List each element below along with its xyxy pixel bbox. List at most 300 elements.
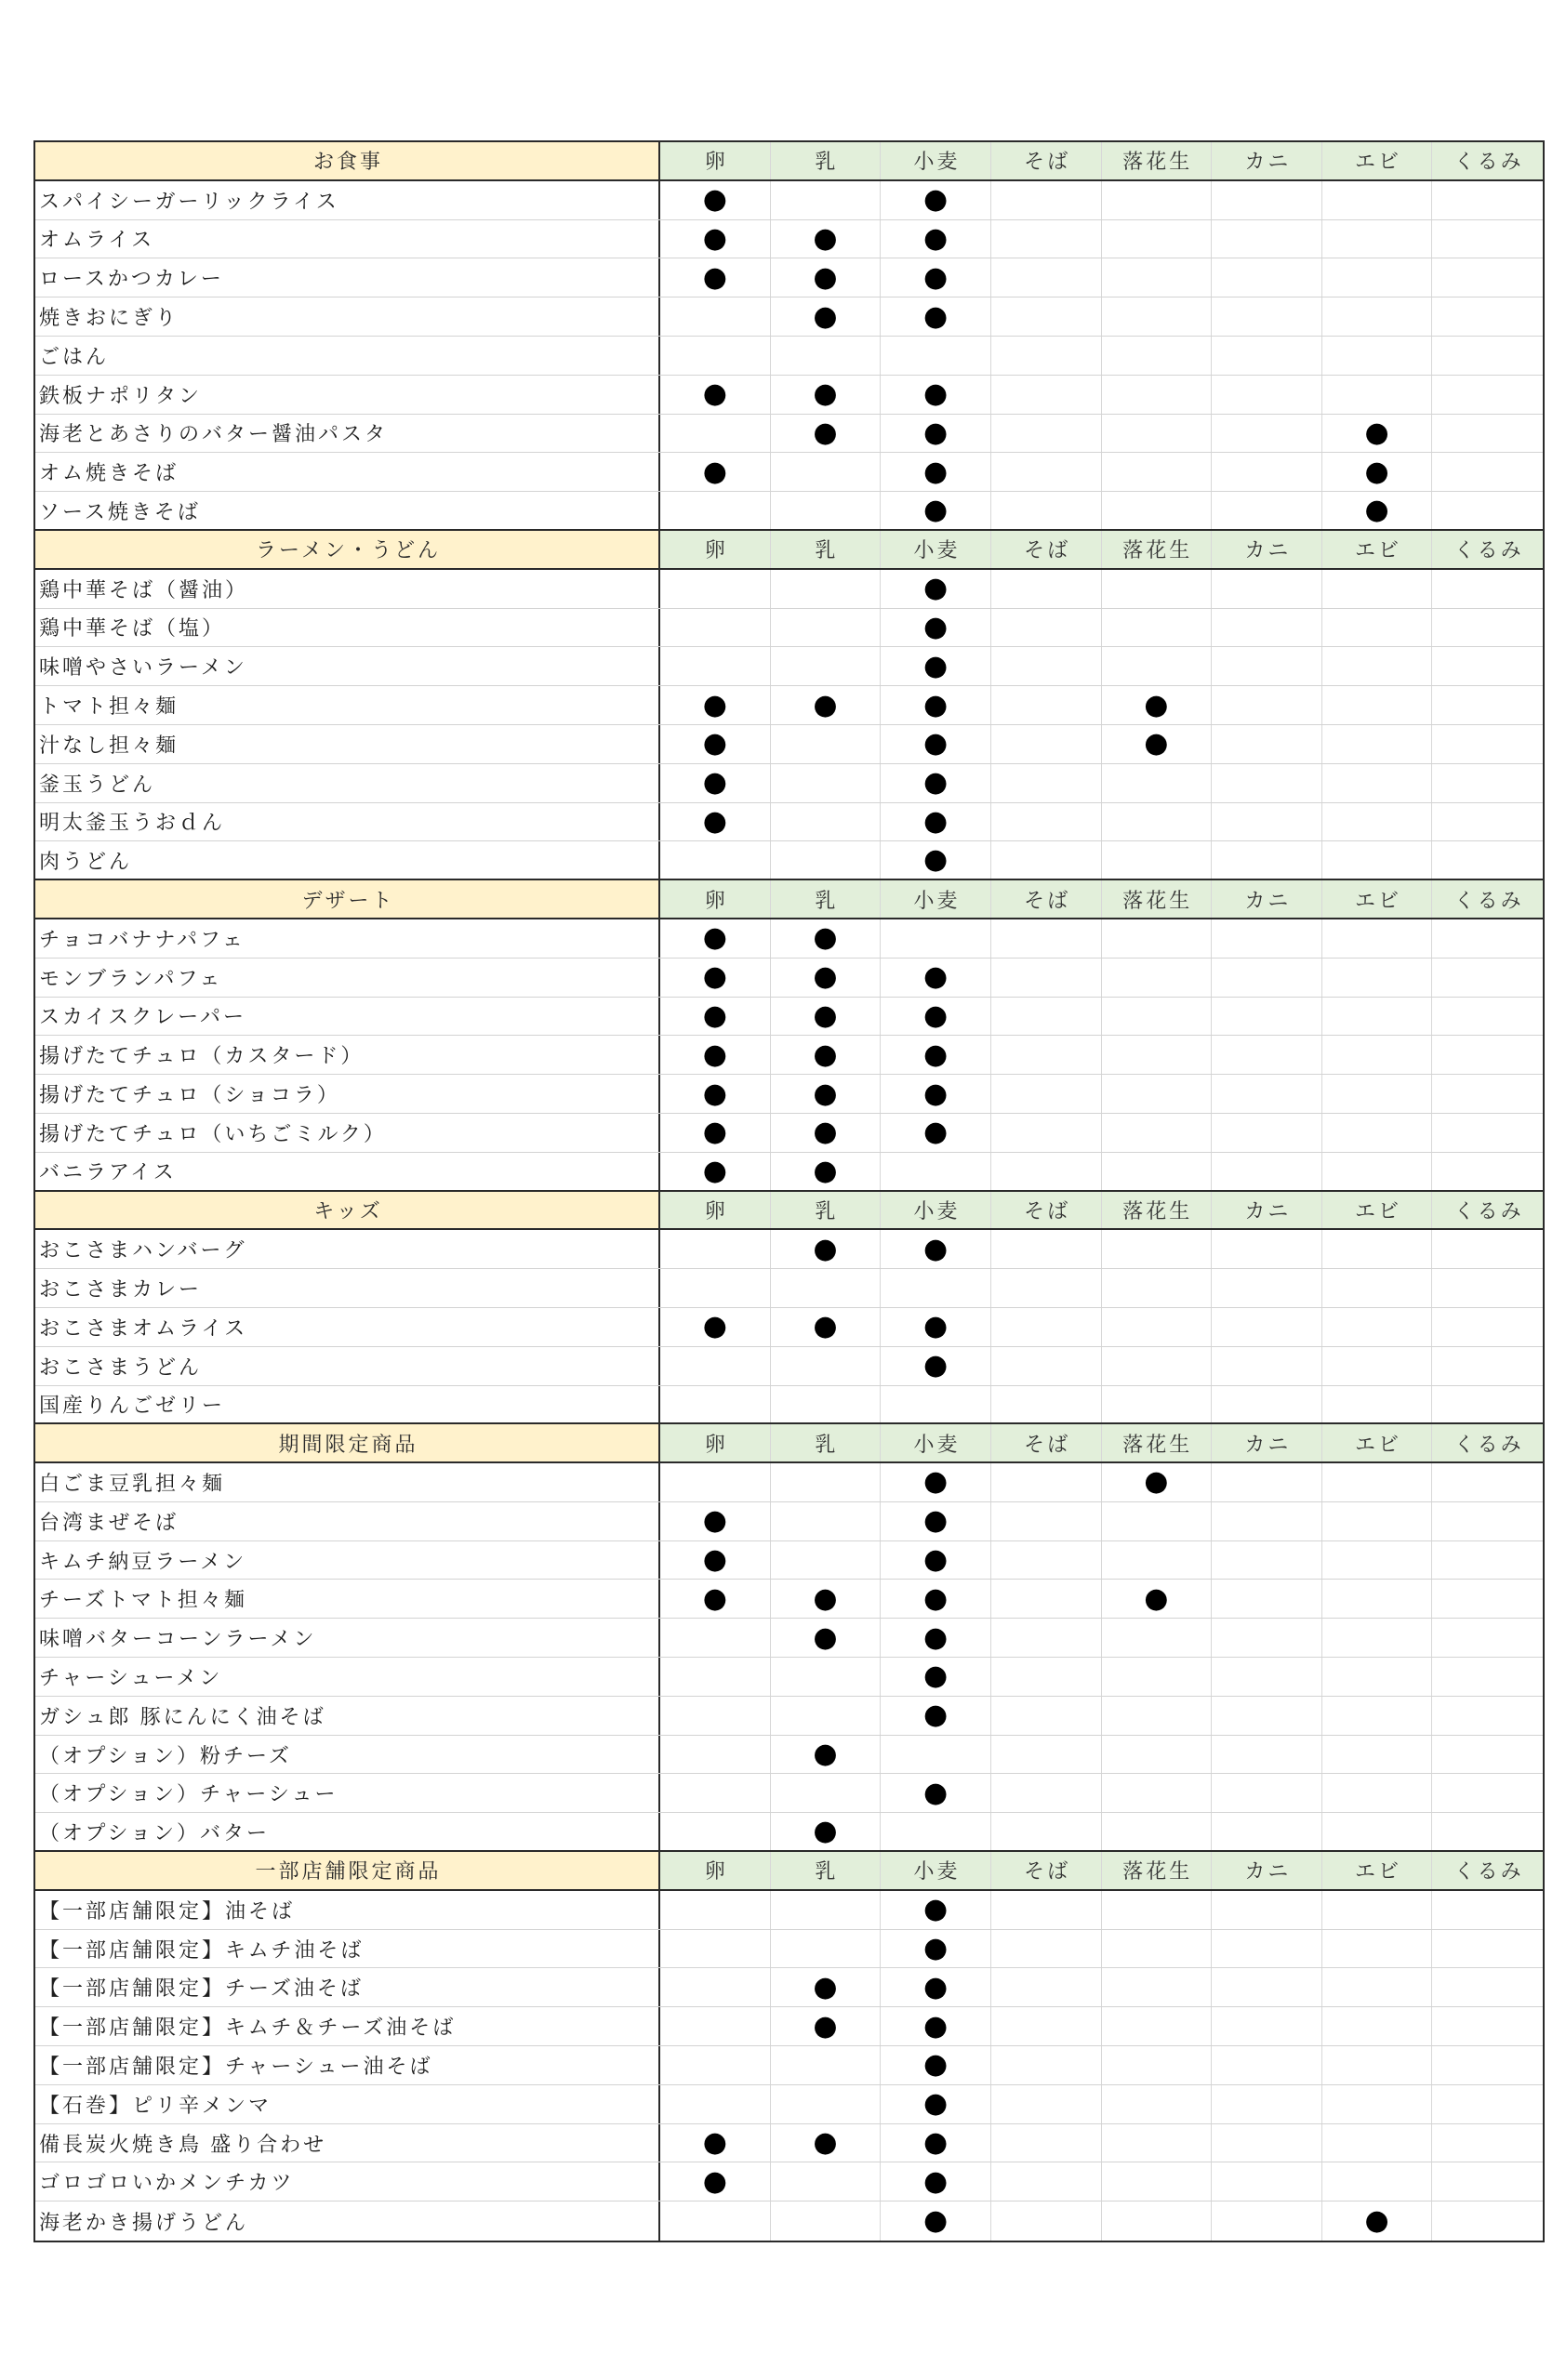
allergen-header-egg: 卵 <box>660 531 771 568</box>
contains-mark: ● <box>813 1077 838 1110</box>
allergen-cell-milk <box>771 764 882 802</box>
menu-item-name: 台湾まぜそば <box>35 1502 660 1540</box>
allergen-cell-walnut <box>1432 959 1543 997</box>
allergen-header-shrimp: エビ <box>1322 142 1433 179</box>
allergen-header-walnut: くるみ <box>1432 142 1543 179</box>
allergen-header-walnut: くるみ <box>1432 1424 1543 1461</box>
allergen-cell-egg <box>660 570 771 608</box>
allergen-cell-milk <box>771 1036 882 1074</box>
allergen-cell-peanut <box>1102 337 1213 375</box>
menu-item-name: バニラアイス <box>35 1153 660 1190</box>
allergen-cell-crab <box>1212 1619 1322 1657</box>
section-header-row <box>35 1852 1543 1891</box>
allergen-cell-milk <box>771 725 882 763</box>
allergen-cell-shrimp <box>1322 453 1433 491</box>
allergen-cell-milk <box>771 1269 882 1307</box>
allergen-cell-egg <box>660 298 771 336</box>
allergen-cell-milk <box>771 376 882 414</box>
menu-item-row <box>35 2202 1543 2241</box>
allergen-header-crab: カニ <box>1212 880 1322 918</box>
allergen-header-egg: 卵 <box>660 1852 771 1889</box>
contains-mark: ● <box>922 960 949 994</box>
allergen-cell-peanut <box>1102 1230 1213 1268</box>
allergen-cell-walnut <box>1432 1891 1543 1929</box>
contains-mark: ● <box>922 416 949 449</box>
allergen-header-peanut: 落花生 <box>1102 1192 1213 1229</box>
allergen-cell-buckwheat <box>991 2162 1102 2201</box>
allergen-cell-crab <box>1212 2085 1322 2123</box>
menu-item-row <box>35 1658 1543 1697</box>
allergen-cell-shrimp <box>1322 959 1433 997</box>
menu-item-name: 汁なし担々麺 <box>35 725 660 763</box>
allergen-cell-shrimp <box>1322 1774 1433 1812</box>
allergen-cell-milk <box>771 686 882 724</box>
allergen-cell-walnut <box>1432 376 1543 414</box>
allergen-cell-shrimp <box>1322 492 1433 529</box>
contains-mark: ● <box>702 1154 727 1187</box>
allergen-header-shrimp: エビ <box>1322 531 1433 568</box>
allergen-cell-shrimp <box>1322 1697 1433 1735</box>
allergen-cell-peanut <box>1102 959 1213 997</box>
allergen-cell-wheat <box>881 1580 991 1618</box>
allergen-cell-egg <box>660 1153 771 1190</box>
contains-mark: ● <box>813 1232 838 1265</box>
allergen-cell-shrimp <box>1322 1114 1433 1152</box>
section-title: 一部店舗限定商品 <box>35 1852 660 1889</box>
menu-item-name: 【石巻】ピリ辛メンマ <box>35 2085 660 2123</box>
menu-item-row <box>35 2007 1543 2046</box>
section-header-row <box>35 142 1543 181</box>
allergen-cell-milk <box>771 1114 882 1152</box>
allergen-cell-milk <box>771 1891 882 1929</box>
menu-item-row <box>35 1580 1543 1619</box>
allergen-cell-buckwheat <box>991 415 1102 453</box>
contains-mark: ● <box>922 1504 949 1538</box>
allergen-cell-shrimp <box>1322 803 1433 841</box>
allergen-cell-egg <box>660 998 771 1036</box>
allergen-cell-wheat <box>881 1736 991 1774</box>
allergen-cell-crab <box>1212 919 1322 958</box>
allergen-cell-shrimp <box>1322 1036 1433 1074</box>
allergen-cell-peanut <box>1102 1813 1213 1850</box>
menu-item-name: おこさまカレー <box>35 1269 660 1307</box>
menu-item-name: おこさまオムライス <box>35 1308 660 1346</box>
section-title: お食事 <box>35 142 660 179</box>
allergen-header-walnut: くるみ <box>1432 880 1543 918</box>
allergen-cell-milk <box>771 609 882 647</box>
allergen-cell-wheat <box>881 258 991 297</box>
contains-mark: ● <box>922 2164 949 2198</box>
menu-item-name: オムライス <box>35 220 660 258</box>
allergen-cell-walnut <box>1432 686 1543 724</box>
allergen-cell-peanut <box>1102 1541 1213 1580</box>
contains-mark: ● <box>922 183 949 217</box>
allergen-header-wheat: 小麦 <box>881 1852 991 1889</box>
allergen-cell-peanut <box>1102 2124 1213 2162</box>
allergen-header-wheat: 小麦 <box>881 531 991 568</box>
menu-item-name: チャーシューメン <box>35 1658 660 1696</box>
allergen-header-peanut: 落花生 <box>1102 531 1213 568</box>
menu-item-name: 鉄板ナポリタン <box>35 376 660 414</box>
allergen-cell-shrimp <box>1322 1347 1433 1385</box>
contains-mark: ● <box>922 610 949 643</box>
allergen-cell-walnut <box>1432 2046 1543 2084</box>
allergen-cell-milk <box>771 1736 882 1774</box>
allergen-cell-buckwheat <box>991 453 1102 491</box>
allergen-cell-buckwheat <box>991 647 1102 685</box>
allergen-cell-crab <box>1212 959 1322 997</box>
menu-item-row <box>35 1891 1543 1930</box>
allergen-cell-walnut <box>1432 998 1543 1036</box>
contains-mark: ● <box>813 2009 838 2043</box>
allergen-cell-crab <box>1212 1153 1322 1190</box>
allergen-cell-egg <box>660 1347 771 1385</box>
allergen-cell-egg <box>660 337 771 375</box>
allergen-cell-wheat <box>881 492 991 529</box>
allergen-cell-wheat <box>881 1230 991 1268</box>
allergen-cell-peanut <box>1102 1502 1213 1540</box>
allergen-cell-egg <box>660 376 771 414</box>
allergen-cell-egg <box>660 1230 771 1268</box>
allergen-cell-crab <box>1212 1813 1322 1850</box>
allergen-cell-wheat <box>881 337 991 375</box>
menu-item-row <box>35 1736 1543 1775</box>
allergen-cell-walnut <box>1432 1930 1543 1968</box>
menu-item-row <box>35 1968 1543 2007</box>
allergen-cell-walnut <box>1432 1114 1543 1152</box>
menu-item-row <box>35 492 1543 531</box>
allergen-cell-crab <box>1212 609 1322 647</box>
menu-item-row <box>35 258 1543 298</box>
menu-section <box>35 1192 1543 1425</box>
allergen-cell-peanut <box>1102 1153 1213 1190</box>
allergen-header-milk: 乳 <box>771 1852 882 1889</box>
allergen-cell-shrimp <box>1322 1153 1433 1190</box>
allergen-cell-peanut <box>1102 1774 1213 1812</box>
allergen-cell-milk <box>771 2046 882 2084</box>
allergen-cell-peanut <box>1102 1114 1213 1152</box>
menu-item-row <box>35 1386 1543 1425</box>
allergen-cell-crab <box>1212 686 1322 724</box>
menu-section <box>35 1852 1543 2241</box>
allergen-cell-peanut <box>1102 1347 1213 1385</box>
allergen-header-walnut: くるみ <box>1432 1192 1543 1229</box>
allergen-cell-shrimp <box>1322 1308 1433 1346</box>
contains-mark: ● <box>702 260 727 294</box>
contains-mark: ● <box>702 183 727 217</box>
allergen-cell-walnut <box>1432 570 1543 608</box>
allergen-cell-buckwheat <box>991 1036 1102 1074</box>
allergen-cell-buckwheat <box>991 1075 1102 1113</box>
allergen-cell-buckwheat <box>991 1347 1102 1385</box>
allergen-cell-shrimp <box>1322 725 1433 763</box>
allergen-cell-wheat <box>881 1308 991 1346</box>
contains-mark: ● <box>922 1581 949 1615</box>
allergen-cell-wheat <box>881 2202 991 2241</box>
menu-item-row <box>35 1930 1543 1969</box>
allergen-cell-walnut <box>1432 258 1543 297</box>
menu-item-name: 【一部店舗限定】油そば <box>35 1891 660 1929</box>
contains-mark: ● <box>813 377 838 411</box>
allergen-cell-wheat <box>881 1153 991 1190</box>
allergen-cell-buckwheat <box>991 1658 1102 1696</box>
allergen-cell-egg <box>660 1891 771 1929</box>
menu-item-name: キムチ納豆ラーメン <box>35 1541 660 1580</box>
menu-item-name: 国産りんごゼリー <box>35 1386 660 1423</box>
allergen-cell-crab <box>1212 415 1322 453</box>
allergen-cell-crab <box>1212 1541 1322 1580</box>
allergen-header-walnut: くるみ <box>1432 1852 1543 1889</box>
allergen-cell-egg <box>660 1930 771 1968</box>
allergen-cell-buckwheat <box>991 258 1102 297</box>
menu-item-row <box>35 1153 1543 1192</box>
allergen-cell-crab <box>1212 1502 1322 1540</box>
allergen-cell-walnut <box>1432 764 1543 802</box>
allergen-cell-walnut <box>1432 803 1543 841</box>
allergen-cell-milk <box>771 1968 882 2006</box>
allergen-cell-walnut <box>1432 220 1543 258</box>
allergen-header-crab: カニ <box>1212 1192 1322 1229</box>
allergen-cell-wheat <box>881 1813 991 1850</box>
allergen-header-peanut: 落花生 <box>1102 1852 1213 1889</box>
allergen-cell-walnut <box>1432 725 1543 763</box>
contains-mark: ● <box>813 416 838 449</box>
allergen-cell-milk <box>771 220 882 258</box>
menu-item-row <box>35 1114 1543 1153</box>
allergen-cell-wheat <box>881 647 991 685</box>
allergen-cell-buckwheat <box>991 220 1102 258</box>
allergen-cell-buckwheat <box>991 570 1102 608</box>
menu-item-row <box>35 570 1543 609</box>
allergen-cell-walnut <box>1432 919 1543 958</box>
allergen-cell-crab <box>1212 1347 1322 1385</box>
allergen-cell-milk <box>771 2202 882 2241</box>
allergen-cell-crab <box>1212 998 1322 1036</box>
allergen-cell-milk <box>771 492 882 529</box>
allergen-cell-crab <box>1212 841 1322 879</box>
menu-item-name: 【一部店舗限定】キムチ油そば <box>35 1930 660 1968</box>
contains-mark: ● <box>813 1970 838 2003</box>
contains-mark: ● <box>702 455 727 488</box>
allergen-cell-buckwheat <box>991 1697 1102 1735</box>
allergen-cell-shrimp <box>1322 298 1433 336</box>
contains-mark: ● <box>702 727 727 760</box>
allergen-cell-buckwheat <box>991 1813 1102 1850</box>
allergen-cell-shrimp <box>1322 998 1433 1036</box>
contains-mark: ● <box>1144 1465 1169 1499</box>
allergen-cell-egg <box>660 2124 771 2162</box>
allergen-cell-peanut <box>1102 1930 1213 1968</box>
menu-item-row <box>35 1774 1543 1813</box>
allergen-cell-crab <box>1212 1269 1322 1307</box>
menu-item-name: 味噌バターコーンラーメン <box>35 1619 660 1657</box>
allergen-cell-peanut <box>1102 1075 1213 1113</box>
contains-mark: ● <box>702 688 727 721</box>
allergen-header-buckwheat: そば <box>991 1852 1102 1889</box>
contains-mark: ● <box>1364 2204 1389 2238</box>
allergen-cell-wheat <box>881 1930 991 1968</box>
allergen-cell-shrimp <box>1322 1580 1433 1618</box>
allergen-cell-wheat <box>881 2162 991 2201</box>
allergen-cell-crab <box>1212 492 1322 529</box>
allergen-cell-buckwheat <box>991 919 1102 958</box>
allergen-cell-egg <box>660 2162 771 2201</box>
allergen-cell-crab <box>1212 376 1322 414</box>
allergen-cell-milk <box>771 1541 882 1580</box>
allergen-cell-crab <box>1212 181 1322 219</box>
allergen-cell-walnut <box>1432 2124 1543 2162</box>
contains-mark: ● <box>702 1116 727 1149</box>
allergen-cell-milk <box>771 1813 882 1850</box>
contains-mark: ● <box>702 766 727 800</box>
allergen-cell-milk <box>771 1774 882 1812</box>
allergen-cell-egg <box>660 919 771 958</box>
allergen-cell-milk <box>771 2007 882 2045</box>
contains-mark: ● <box>922 260 949 294</box>
section-header-row <box>35 880 1543 919</box>
allergen-cell-egg <box>660 1541 771 1580</box>
contains-mark: ● <box>813 221 838 255</box>
allergen-cell-shrimp <box>1322 2162 1433 2201</box>
allergen-cell-egg <box>660 492 771 529</box>
allergen-cell-wheat <box>881 841 991 879</box>
allergen-cell-milk <box>771 1347 882 1385</box>
contains-mark: ● <box>702 998 727 1032</box>
allergen-cell-shrimp <box>1322 1891 1433 1929</box>
contains-mark: ● <box>922 766 949 800</box>
allergen-cell-milk <box>771 337 882 375</box>
contains-mark: ● <box>813 1738 838 1771</box>
menu-item-name: チョコバナナパフェ <box>35 919 660 958</box>
contains-mark: ● <box>813 1581 838 1615</box>
allergen-cell-shrimp <box>1322 2046 1433 2084</box>
allergen-cell-peanut <box>1102 647 1213 685</box>
contains-mark: ● <box>702 2126 727 2160</box>
menu-item-row <box>35 376 1543 415</box>
allergen-cell-peanut <box>1102 686 1213 724</box>
allergen-cell-shrimp <box>1322 1658 1433 1696</box>
menu-item-name: ゴロゴロいかメンチカツ <box>35 2162 660 2201</box>
contains-mark: ● <box>922 1620 949 1654</box>
allergen-cell-buckwheat <box>991 1580 1102 1618</box>
allergen-cell-shrimp <box>1322 1813 1433 1850</box>
menu-item-row <box>35 1269 1543 1308</box>
section-title: デザート <box>35 880 660 918</box>
allergen-cell-buckwheat <box>991 1230 1102 1268</box>
contains-mark: ● <box>922 1543 949 1577</box>
allergen-cell-crab <box>1212 1658 1322 1696</box>
allergen-cell-crab <box>1212 258 1322 297</box>
menu-item-name: スカイスクレーパー <box>35 998 660 1036</box>
allergen-cell-peanut <box>1102 258 1213 297</box>
allergen-cell-shrimp <box>1322 647 1433 685</box>
contains-mark: ● <box>922 688 949 721</box>
allergen-cell-milk <box>771 647 882 685</box>
allergen-cell-walnut <box>1432 1386 1543 1423</box>
contains-mark: ● <box>813 1620 838 1654</box>
allergen-cell-peanut <box>1102 220 1213 258</box>
contains-mark: ● <box>813 998 838 1032</box>
allergen-header-peanut: 落花生 <box>1102 880 1213 918</box>
allergen-header-buckwheat: そば <box>991 880 1102 918</box>
allergen-cell-crab <box>1212 764 1322 802</box>
allergen-cell-egg <box>660 609 771 647</box>
allergen-cell-wheat <box>881 1036 991 1074</box>
menu-item-row <box>35 415 1543 454</box>
allergen-cell-egg <box>660 1968 771 2006</box>
allergen-cell-walnut <box>1432 841 1543 879</box>
allergen-cell-shrimp <box>1322 1502 1433 1540</box>
allergen-cell-buckwheat <box>991 1736 1102 1774</box>
allergen-cell-wheat <box>881 959 991 997</box>
allergen-cell-wheat <box>881 1463 991 1501</box>
contains-mark: ● <box>702 960 727 994</box>
allergen-cell-egg <box>660 2046 771 2084</box>
allergen-cell-crab <box>1212 570 1322 608</box>
menu-item-row <box>35 2085 1543 2124</box>
menu-item-row <box>35 764 1543 803</box>
allergen-header-shrimp: エビ <box>1322 1192 1433 1229</box>
menu-item-row <box>35 998 1543 1037</box>
menu-item-row <box>35 1541 1543 1580</box>
menu-item-name: 【一部店舗限定】キムチ＆チーズ油そば <box>35 2007 660 2045</box>
allergen-cell-peanut <box>1102 1463 1213 1501</box>
menu-item-name: 鶏中華そば（塩） <box>35 609 660 647</box>
allergen-header-shrimp: エビ <box>1322 1424 1433 1461</box>
contains-mark: ● <box>922 572 949 605</box>
menu-item-row <box>35 725 1543 764</box>
section-header-row <box>35 531 1543 570</box>
allergen-cell-shrimp <box>1322 919 1433 958</box>
allergen-header-buckwheat: そば <box>991 1192 1102 1229</box>
menu-item-row <box>35 337 1543 376</box>
contains-mark: ● <box>922 1776 949 1809</box>
menu-item-name: 白ごま豆乳担々麺 <box>35 1463 660 1501</box>
contains-mark: ● <box>922 2048 949 2082</box>
allergen-cell-shrimp <box>1322 686 1433 724</box>
allergen-cell-peanut <box>1102 1697 1213 1735</box>
allergen-cell-walnut <box>1432 1036 1543 1074</box>
allergen-cell-crab <box>1212 647 1322 685</box>
allergen-cell-shrimp <box>1322 2007 1433 2045</box>
contains-mark: ● <box>922 1116 949 1149</box>
allergen-cell-egg <box>660 2202 771 2241</box>
allergen-cell-milk <box>771 570 882 608</box>
allergen-cell-egg <box>660 1774 771 1812</box>
allergen-cell-buckwheat <box>991 686 1102 724</box>
allergen-header-egg: 卵 <box>660 880 771 918</box>
allergen-cell-walnut <box>1432 1075 1543 1113</box>
allergen-cell-crab <box>1212 1968 1322 2006</box>
contains-mark: ● <box>922 2009 949 2043</box>
allergen-cell-milk <box>771 1619 882 1657</box>
allergen-cell-egg <box>660 2085 771 2123</box>
allergen-cell-wheat <box>881 181 991 219</box>
allergen-header-wheat: 小麦 <box>881 142 991 179</box>
allergen-cell-egg <box>660 1658 771 1696</box>
allergen-cell-peanut <box>1102 803 1213 841</box>
allergen-cell-crab <box>1212 1386 1322 1423</box>
allergen-cell-crab <box>1212 298 1322 336</box>
contains-mark: ● <box>702 377 727 411</box>
allergen-cell-crab <box>1212 1580 1322 1618</box>
allergen-cell-shrimp <box>1322 1930 1433 1968</box>
contains-mark: ● <box>813 1310 838 1343</box>
allergen-cell-wheat <box>881 1697 991 1735</box>
allergen-cell-egg <box>660 2007 771 2045</box>
allergen-cell-crab <box>1212 1930 1322 1968</box>
allergen-header-crab: カニ <box>1212 1424 1322 1461</box>
